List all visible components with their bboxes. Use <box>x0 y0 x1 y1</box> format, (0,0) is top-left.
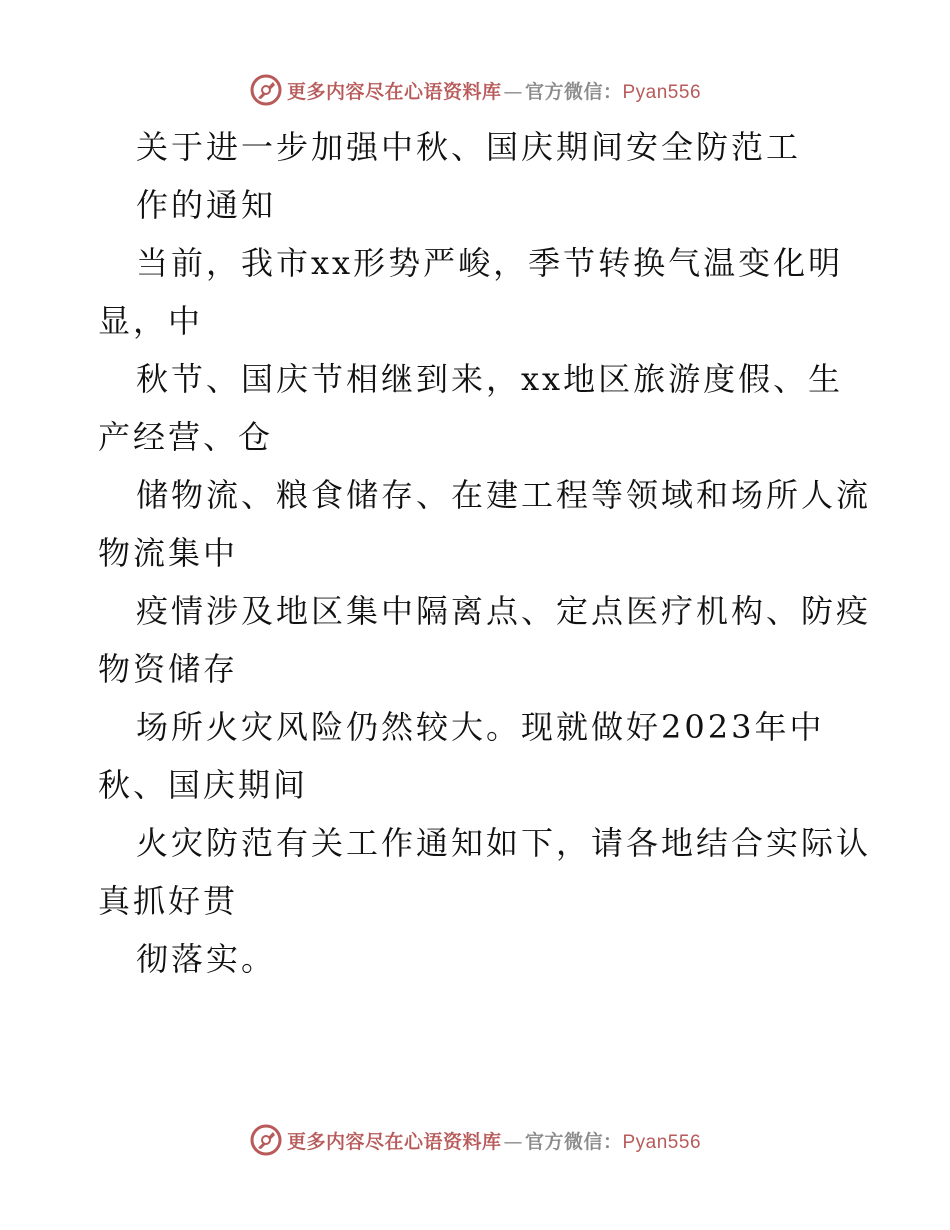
paragraph-line: 秋、国庆期间 <box>98 766 309 804</box>
watermark-handle: Pyan556 <box>622 81 702 103</box>
document-title-line-1: 关于进一步加强中秋、国庆期间安全防范工 <box>136 128 802 166</box>
paragraph-line: 彻落实。 <box>136 940 277 978</box>
paragraph-line: 当前，我市xx形势严峻，季节转换气温变化明 <box>136 244 844 282</box>
feather-quill-icon <box>249 1123 283 1157</box>
watermark-separator: — <box>503 1130 523 1153</box>
paragraph-line: 储物流、粮食储存、在建工程等领域和场所人流 <box>136 476 872 514</box>
watermark-text <box>287 77 701 104</box>
watermark-main: 更多内容尽在心语资料库 <box>286 1130 502 1153</box>
paragraph-line: 火灾防范有关工作通知如下，请各地结合实际认 <box>136 824 872 862</box>
paragraph-line: 物资储存 <box>98 650 239 688</box>
watermark-handle: Pyan556 <box>622 1131 702 1153</box>
watermark-main: 更多内容尽在心语资料库 <box>286 80 502 103</box>
paragraph-line: 显，中 <box>98 302 204 340</box>
document-title-line-2: 作的通知 <box>136 186 277 224</box>
feather-quill-icon <box>249 73 283 107</box>
watermark-text <box>287 1127 701 1154</box>
footer-watermark <box>0 1120 950 1160</box>
watermark-wechat-label: 官方微信： <box>524 80 623 103</box>
header-watermark <box>0 70 950 110</box>
paragraph-line: 场所火灾风险仍然较大。现就做好2023年中 <box>136 708 825 746</box>
paragraph-line: 产经营、仓 <box>98 418 274 456</box>
paragraph-line: 秋节、国庆节相继到来，xx地区旅游度假、生 <box>136 360 844 398</box>
paragraph-line: 物流集中 <box>98 534 239 572</box>
watermark-separator: — <box>503 80 523 103</box>
document-body <box>98 118 872 988</box>
watermark-wechat-label: 官方微信： <box>524 1130 623 1153</box>
paragraph-line: 真抓好贯 <box>98 882 239 920</box>
paragraph-line: 疫情涉及地区集中隔离点、定点医疗机构、防疫 <box>136 592 872 630</box>
